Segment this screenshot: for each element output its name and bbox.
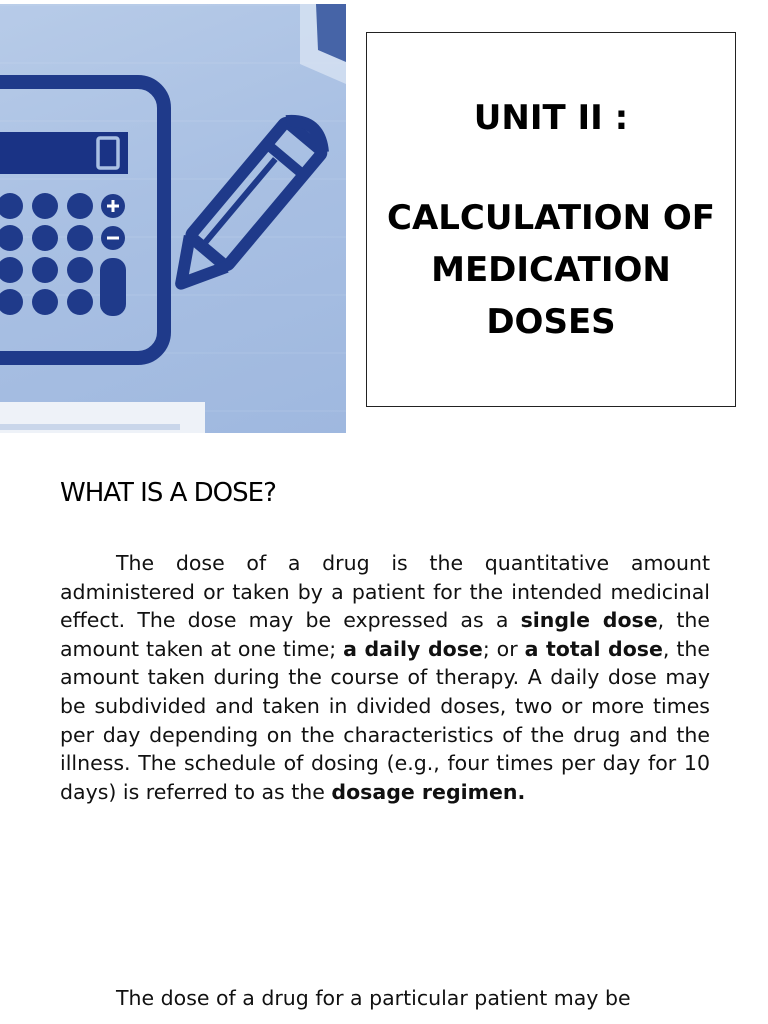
patient-dose-paragraph: The dose of a drug for a particular patient may be xyxy=(116,986,631,1010)
section-heading: WHAT IS A DOSE? xyxy=(60,478,276,508)
calculator-pencil-icon xyxy=(0,4,346,433)
dose-definition-paragraph: The dose of a drug is the quantitative amount administered or taken by a patient for the intended medicinal effect. The dose may be expressed as a single dose, the amount taken at one time; a daily dose; or a total dose, the amount taken during the course of therapy. A daily dose may be subdivided and taken in divided doses, two or more times per day depending on the characteristics of the drug and the illness. The schedule of dosing (e.g., four times per day for 10 days) is referred to as the dosage regimen. xyxy=(60,551,710,804)
title-line-medication: MEDICATION xyxy=(431,249,671,290)
unit-title: UNIT II : xyxy=(473,97,629,138)
title-line-doses: DOSES xyxy=(486,301,616,342)
title-box xyxy=(366,32,736,407)
hero-image xyxy=(0,4,346,433)
title-line-calculation: CALCULATION OF xyxy=(387,197,715,238)
